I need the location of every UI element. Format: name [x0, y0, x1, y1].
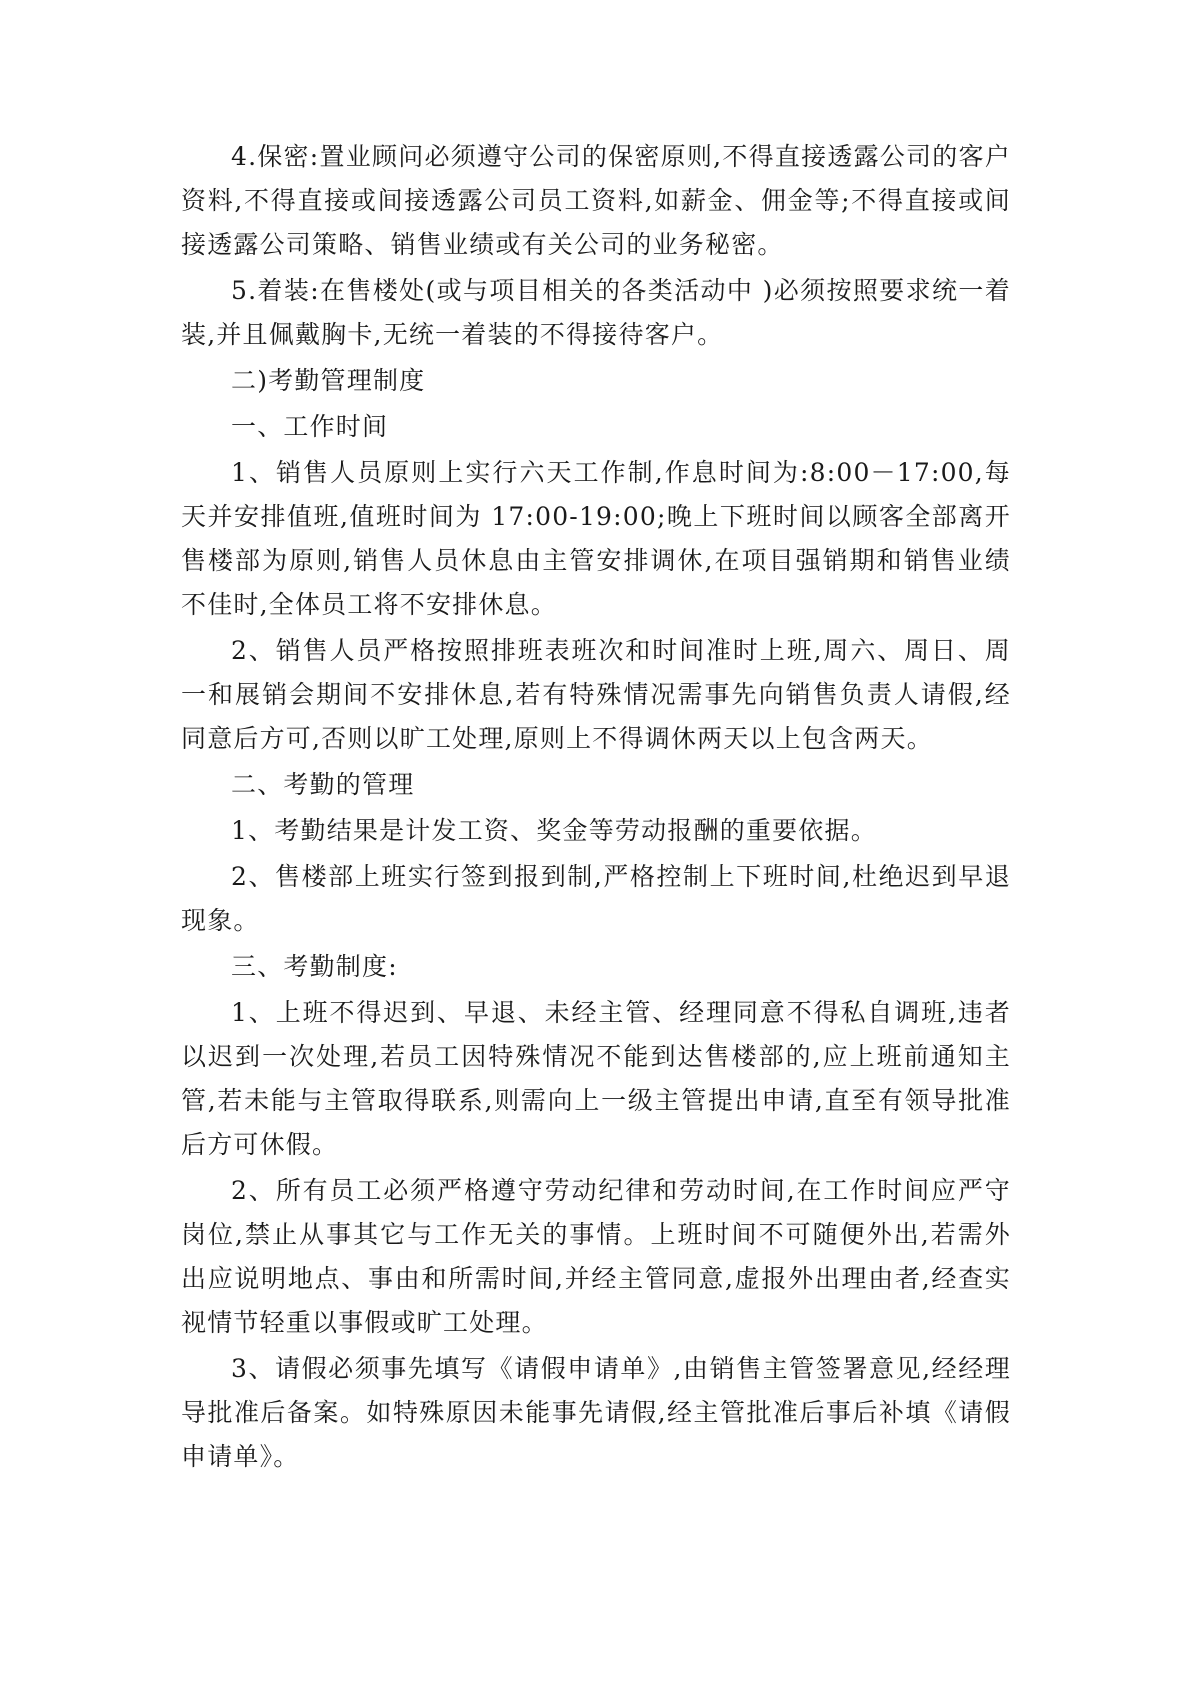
paragraph-work-schedule: 1、销售人员原则上实行六天工作制,作息时间为:8:00－17:00,每天并安排值班,值班时间为 17:00-19:00;晚上下班时间以顾客全部离开售楼部为原则,销售人员休息由主管安排调休,在项目强销期和销售业绩不佳时,全体员工将不安排休息。 [181, 458, 1011, 619]
subheading-attendance-rules: 三、考勤制度: [231, 952, 398, 981]
paragraph-attendance-basis: 1、考勤结果是计发工资、奖金等劳动报酬的重要依据。 [231, 816, 877, 845]
document-body [181, 135, 1011, 1481]
paragraph-shift-rules: 2、销售人员严格按照排班表班次和时间准时上班,周六、周日、周一和展销会期间不安排休息,若有特殊情况需事先向销售负责人请假,经同意后方可,否则以旷工处理,原则上不得调休两天以上包含两天。 [181, 636, 1011, 753]
paragraph-confidentiality: 4.保密:置业顾问必须遵守公司的保密原则,不得直接透露公司的客户资料,不得直接或间接透露公司员工资料,如薪金、佣金等;不得直接或间接透露公司策略、销售业绩或有关公司的业务秘密。 [181, 142, 1011, 259]
paragraph-leave-request: 3、请假必须事先填写《请假申请单》,由销售主管签署意见,经经理导批准后备案。如特殊原因未能事先请假,经主管批准后事后补填《请假申请单》。 [181, 1354, 1011, 1471]
subheading-attendance-management: 二、考勤的管理 [231, 770, 415, 799]
subheading-working-hours: 一、工作时间 [231, 412, 389, 441]
paragraph-dress-code: 5.着装:在售楼处(或与项目相关的各类活动中 )必须按照要求统一着装,并且佩戴胸卡,无统一着装的不得接待客户。 [181, 276, 1011, 349]
section-heading-attendance: 二)考勤管理制度 [231, 366, 426, 395]
paragraph-sign-in: 2、售楼部上班实行签到报到制,严格控制上下班时间,杜绝迟到早退现象。 [181, 862, 1011, 935]
paragraph-no-lateness: 1、上班不得迟到、早退、未经主管、经理同意不得私自调班,违者以迟到一次处理,若员工因特殊情况不能到达售楼部的,应上班前通知主管,若未能与主管取得联系,则需向上一级主管提出申请,直至有领导批准后方可休假。 [181, 998, 1011, 1159]
paragraph-labor-discipline: 2、所有员工必须严格遵守劳动纪律和劳动时间,在工作时间应严守岗位,禁止从事其它与工作无关的事情。上班时间不可随便外出,若需外出应说明地点、事由和所需时间,并经主管同意,虚报外出理由者,经查实视情节轻重以事假或旷工处理。 [181, 1176, 1011, 1337]
